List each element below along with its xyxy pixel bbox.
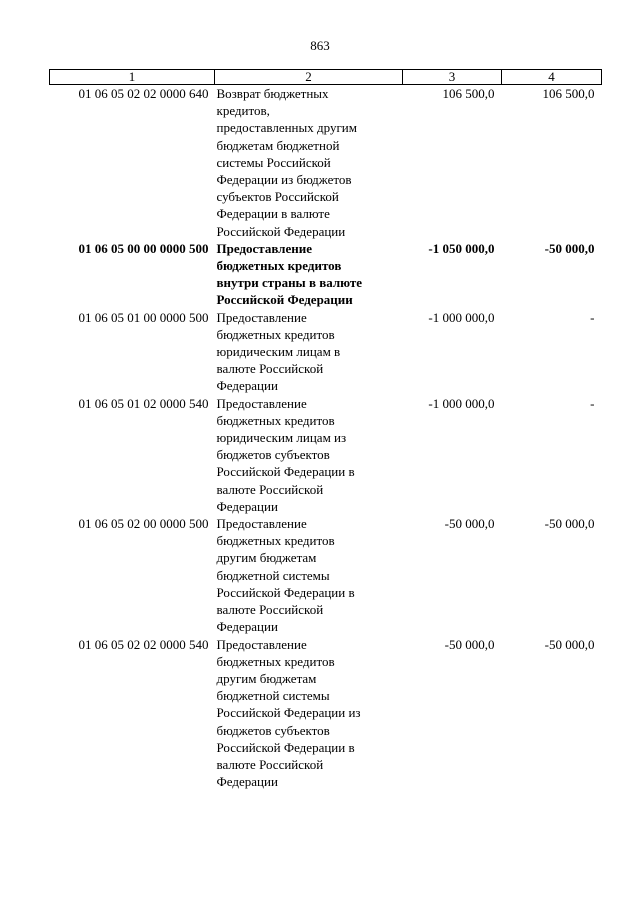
item-description [215,240,403,309]
budget-code: 01 06 05 01 00 0000 500 [78,309,209,325]
budget-code: 01 06 05 02 00 0000 500 [78,516,209,532]
item-description [215,636,403,791]
description-line: бюджетной системы [216,567,330,583]
budget-code: 01 06 05 00 00 0000 500 [78,240,209,256]
column-header: 1 [50,70,215,85]
description-line: валюте Российской [216,481,324,497]
description-line: другим бюджетам [216,550,317,566]
amount-col3: -1 000 000,0 [428,309,495,325]
description-line: Российской Федерации в [216,464,355,480]
description-line: Российской Федерации из [216,705,361,721]
description-line: другим бюджетам [216,670,317,686]
description-line: бюджетных кредитов [216,258,342,274]
description-line: Российской Федерации в [216,584,355,600]
description-line: бюджетов субъектов [216,447,330,463]
description-line: внутри страны в валюте [216,275,363,291]
description-line: Федерации [216,498,278,514]
budget-code: 01 06 05 01 02 0000 540 [78,395,209,411]
description-line: субъектов Российской [216,189,339,205]
budget-code: 01 06 05 02 02 0000 640 [78,86,209,101]
amount-col4: -50 000,0 [544,240,595,256]
table-row [50,85,602,240]
amount-col4: - [590,395,595,411]
description-line: Предоставление [216,636,307,652]
description-line: Возврат бюджетных [216,86,329,101]
description-line: бюджетам бюджетной [216,137,340,153]
table-row [50,636,602,791]
column-header: 2 [215,70,403,85]
table-row [50,515,602,635]
description-line: кредитов, [216,103,270,119]
budget-table [49,69,602,790]
amount-col3: -50 000,0 [444,636,495,652]
description-line: Федерации [216,774,278,790]
item-description [215,515,403,635]
column-header: 3 [403,70,502,85]
description-line: Предоставление [216,395,307,411]
description-line: Российской Федерации в [216,739,355,755]
amount-col4: - [590,309,595,325]
table-row [50,240,602,309]
amount-col3: -1 000 000,0 [428,395,495,411]
description-line: Федерации из бюджетов [216,172,352,188]
amount-col4: -50 000,0 [544,636,595,652]
description-line: системы Российской [216,154,331,170]
description-line: бюджетов субъектов [216,722,330,738]
description-line: Федерации [216,378,278,394]
table-header-row [50,70,602,85]
column-header: 4 [502,70,602,85]
amount-col3: 106 500,0 [442,86,495,101]
table-body [50,85,602,791]
description-line: валюте Российской [216,361,324,377]
description-line: юридическим лицам из [216,430,347,446]
amount-col3: -50 000,0 [444,516,495,532]
description-line: бюджетных кредитов [216,326,335,342]
description-line: Предоставление [216,240,312,256]
description-line: Российской Федерации [216,223,346,239]
item-description [215,395,403,515]
description-line: юридическим лицам в [216,344,341,360]
description-line: бюджетных кредитов [216,533,335,549]
description-line: Федерации в валюте [216,206,330,222]
description-line: Российской Федерации [216,292,353,308]
description-line: валюте Российской [216,756,324,772]
description-line: бюджетных кредитов [216,653,335,669]
amount-col3: -1 050 000,0 [428,240,495,256]
description-line: бюджетных кредитов [216,412,335,428]
description-line: валюте Российской [216,602,324,618]
amount-col4: -50 000,0 [544,516,595,532]
page-number: 863 [310,38,330,53]
description-line: предоставленных другим [216,120,357,136]
description-line: Федерации [216,619,278,635]
item-description [215,85,403,240]
table-row [50,395,602,515]
item-description [215,309,403,395]
description-line: бюджетной системы [216,688,330,704]
description-line: Предоставление [216,309,307,325]
budget-code: 01 06 05 02 02 0000 540 [78,636,209,652]
table-row [50,309,602,395]
amount-col4: 106 500,0 [542,86,595,101]
description-line: Предоставление [216,516,307,532]
